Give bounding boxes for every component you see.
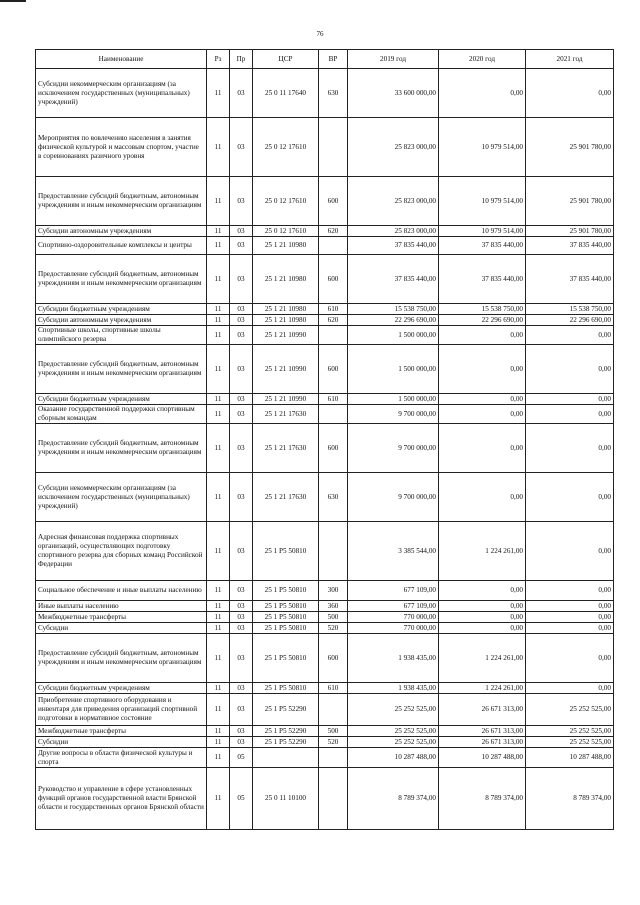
cell-target-item: 25 1 P5 52290 xyxy=(253,694,319,726)
table-row xyxy=(36,768,614,830)
cell-section: 11 xyxy=(207,345,230,394)
cell-2020: 0,00 xyxy=(439,394,526,405)
table-row xyxy=(36,326,614,345)
table-row xyxy=(36,634,614,683)
cell-expense-type: 630 xyxy=(319,473,348,522)
table-row xyxy=(36,345,614,394)
table-row xyxy=(36,726,614,737)
cell-subsection: 03 xyxy=(230,255,253,304)
cell-subsection: 03 xyxy=(230,326,253,345)
cell-2021: 0,00 xyxy=(526,601,614,612)
cell-target-item: 25 1 P5 50810 xyxy=(253,612,319,623)
cell-2021: 25 252 525,00 xyxy=(526,726,614,737)
cell-expense-type: 600 xyxy=(319,255,348,304)
cell-2021: 0,00 xyxy=(526,326,614,345)
cell-2019: 1 938 435,00 xyxy=(348,634,439,683)
cell-section: 11 xyxy=(207,612,230,623)
cell-name: Субсидии автономным учреждениям xyxy=(36,226,207,237)
cell-name: Субсидии бюджетным учреждениям xyxy=(36,683,207,694)
cell-2021: 15 538 750,00 xyxy=(526,304,614,315)
cell-2020: 1 224 261,00 xyxy=(439,522,526,581)
cell-name: Предоставление субсидий бюджетным, автономным учреждениям и иным некоммерческим организациям xyxy=(36,424,207,473)
cell-2019: 37 835 440,00 xyxy=(348,237,439,255)
cell-2020: 0,00 xyxy=(439,473,526,522)
cell-2021: 0,00 xyxy=(526,581,614,601)
cell-2020: 0,00 xyxy=(439,345,526,394)
cell-name: Субсидии xyxy=(36,737,207,748)
cell-2020: 0,00 xyxy=(439,424,526,473)
cell-expense-type xyxy=(319,237,348,255)
cell-target-item: 25 0 12 17610 xyxy=(253,226,319,237)
cell-target-item: 25 1 P5 50810 xyxy=(253,601,319,612)
cell-expense-type: 600 xyxy=(319,424,348,473)
cell-name: Спортивно-оздоровительные комплексы и центры xyxy=(36,237,207,255)
cell-target-item: 25 1 21 17630 xyxy=(253,424,319,473)
cell-expense-type: 620 xyxy=(319,315,348,326)
cell-name: Межбюджетные трансферты xyxy=(36,612,207,623)
cell-section: 11 xyxy=(207,601,230,612)
table-row xyxy=(36,748,614,768)
cell-subsection: 03 xyxy=(230,581,253,601)
cell-2020: 0,00 xyxy=(439,612,526,623)
cell-name: Мероприятия по вовлечению населения в занятия физической культурой и массовым спортом, участие в соревнованиях разичного уровня xyxy=(36,118,207,177)
cell-2019: 10 287 488,00 xyxy=(348,748,439,768)
cell-name: Субсидии xyxy=(36,623,207,634)
cell-target-item: 25 1 21 10990 xyxy=(253,394,319,405)
cell-name: Субсидии автономным учреждениям xyxy=(36,315,207,326)
table-row xyxy=(36,473,614,522)
cell-name: Адресная финансовая поддержка спортивных организаций, осуществляющих подготовку спортивного резерва для сборных команд Российской Федерации xyxy=(36,522,207,581)
cell-target-item: 25 1 21 17630 xyxy=(253,473,319,522)
cell-target-item xyxy=(253,748,319,768)
table-row xyxy=(36,394,614,405)
cell-2021: 8 789 374,00 xyxy=(526,768,614,830)
cell-section: 11 xyxy=(207,304,230,315)
cell-2021: 0,00 xyxy=(526,394,614,405)
cell-target-item: 25 1 21 10980 xyxy=(253,315,319,326)
cell-2021: 0,00 xyxy=(526,683,614,694)
cell-2021: 0,00 xyxy=(526,612,614,623)
cell-name: Спортивные школы, спортивные школы олимпийского резерва xyxy=(36,326,207,345)
cell-2020: 37 835 440,00 xyxy=(439,237,526,255)
cell-subsection: 03 xyxy=(230,737,253,748)
cell-section: 11 xyxy=(207,237,230,255)
page-number: 76 xyxy=(316,30,324,38)
cell-subsection: 03 xyxy=(230,315,253,326)
cell-subsection: 03 xyxy=(230,237,253,255)
cell-2020: 0,00 xyxy=(439,601,526,612)
cell-target-item: 25 1 P5 50810 xyxy=(253,623,319,634)
cell-subsection: 03 xyxy=(230,177,253,226)
cell-section: 11 xyxy=(207,226,230,237)
cell-2019: 677 109,00 xyxy=(348,581,439,601)
cell-section: 11 xyxy=(207,315,230,326)
cell-section: 11 xyxy=(207,634,230,683)
cell-subsection: 03 xyxy=(230,473,253,522)
header-year-2019: 2019 год xyxy=(348,50,439,69)
cell-section: 11 xyxy=(207,424,230,473)
cell-target-item: 25 0 11 10100 xyxy=(253,768,319,830)
cell-target-item: 25 1 P5 50810 xyxy=(253,634,319,683)
cell-expense-type: 630 xyxy=(319,69,348,118)
cell-expense-type: 600 xyxy=(319,177,348,226)
cell-2019: 9 700 000,00 xyxy=(348,473,439,522)
cell-2019: 3 385 544,00 xyxy=(348,522,439,581)
cell-2020: 37 835 440,00 xyxy=(439,255,526,304)
cell-section: 11 xyxy=(207,683,230,694)
table-row xyxy=(36,315,614,326)
cell-subsection: 03 xyxy=(230,69,253,118)
cell-expense-type: 500 xyxy=(319,726,348,737)
cell-subsection: 03 xyxy=(230,726,253,737)
cell-expense-type: 520 xyxy=(319,737,348,748)
cell-target-item: 25 1 P5 50810 xyxy=(253,581,319,601)
cell-2020: 0,00 xyxy=(439,581,526,601)
cell-2020: 26 671 313,00 xyxy=(439,737,526,748)
cell-expense-type: 300 xyxy=(319,581,348,601)
cell-2020: 1 224 261,00 xyxy=(439,683,526,694)
cell-2020: 0,00 xyxy=(439,326,526,345)
cell-target-item: 25 0 11 17640 xyxy=(253,69,319,118)
cell-section: 11 xyxy=(207,748,230,768)
cell-2019: 25 252 525,00 xyxy=(348,737,439,748)
cell-expense-type xyxy=(319,326,348,345)
cell-2021: 25 252 525,00 xyxy=(526,694,614,726)
cell-subsection: 03 xyxy=(230,345,253,394)
cell-section: 11 xyxy=(207,522,230,581)
cell-2020: 1 224 261,00 xyxy=(439,634,526,683)
cell-2019: 25 252 525,00 xyxy=(348,726,439,737)
cell-expense-type xyxy=(319,522,348,581)
cell-2021: 37 835 440,00 xyxy=(526,237,614,255)
cell-2020: 0,00 xyxy=(439,69,526,118)
cell-subsection: 03 xyxy=(230,522,253,581)
cell-section: 11 xyxy=(207,405,230,424)
cell-2020: 15 538 750,00 xyxy=(439,304,526,315)
cell-2021: 0,00 xyxy=(526,345,614,394)
cell-expense-type xyxy=(319,768,348,830)
header-target-item: ЦСР xyxy=(253,50,319,69)
cell-2020: 10 979 514,00 xyxy=(439,226,526,237)
cell-expense-type: 610 xyxy=(319,683,348,694)
cell-2021: 0,00 xyxy=(526,69,614,118)
cell-subsection: 05 xyxy=(230,768,253,830)
cell-section: 11 xyxy=(207,581,230,601)
cell-2020: 10 979 514,00 xyxy=(439,177,526,226)
cell-target-item: 25 1 21 10980 xyxy=(253,255,319,304)
cell-section: 11 xyxy=(207,326,230,345)
cell-expense-type: 610 xyxy=(319,394,348,405)
cell-section: 11 xyxy=(207,726,230,737)
cell-target-item: 25 0 12 17610 xyxy=(253,177,319,226)
cell-name: Субсидии бюджетным учреждениям xyxy=(36,394,207,405)
cell-name: Другие вопросы в области физической культуры и спорта xyxy=(36,748,207,768)
cell-target-item: 25 1 P5 52290 xyxy=(253,726,319,737)
cell-name: Субсидии некоммерческим организациям (за исключением государственных (муниципальных) учреждений) xyxy=(36,473,207,522)
cell-name: Иные выплаты населению xyxy=(36,601,207,612)
table-row xyxy=(36,69,614,118)
cell-name: Субсидии бюджетным учреждениям xyxy=(36,304,207,315)
cell-subsection: 03 xyxy=(230,304,253,315)
cell-2019: 25 252 525,00 xyxy=(348,694,439,726)
cell-subsection: 03 xyxy=(230,634,253,683)
cell-section: 11 xyxy=(207,394,230,405)
cell-section: 11 xyxy=(207,737,230,748)
table-row xyxy=(36,601,614,612)
table-row xyxy=(36,694,614,726)
cell-subsection: 03 xyxy=(230,405,253,424)
cell-target-item: 25 1 21 10990 xyxy=(253,326,319,345)
cell-name: Предоставление субсидий бюджетным, автономным учреждениям и иным некоммерческим организациям xyxy=(36,255,207,304)
cell-2020: 26 671 313,00 xyxy=(439,726,526,737)
cell-target-item: 25 1 21 10980 xyxy=(253,304,319,315)
cell-target-item: 25 1 21 10990 xyxy=(253,345,319,394)
cell-2021: 0,00 xyxy=(526,473,614,522)
cell-2020: 10 287 488,00 xyxy=(439,748,526,768)
table-row xyxy=(36,522,614,581)
cell-expense-type: 360 xyxy=(319,601,348,612)
cell-name: Оказание государственной поддержки спортивным сборным командам xyxy=(36,405,207,424)
header-expense-type: ВР xyxy=(319,50,348,69)
cell-name: Субсидии некоммерческим организациям (за исключением государственных (муниципальных) учреждений) xyxy=(36,69,207,118)
table-row xyxy=(36,581,614,601)
cell-2019: 22 296 690,00 xyxy=(348,315,439,326)
cell-section: 11 xyxy=(207,69,230,118)
cell-target-item: 25 1 21 10980 xyxy=(253,237,319,255)
cell-expense-type xyxy=(319,748,348,768)
cell-2019: 1 938 435,00 xyxy=(348,683,439,694)
cell-2019: 1 500 000,00 xyxy=(348,394,439,405)
cell-subsection: 03 xyxy=(230,118,253,177)
cell-expense-type xyxy=(319,405,348,424)
cell-2019: 33 600 000,00 xyxy=(348,69,439,118)
cell-subsection: 03 xyxy=(230,623,253,634)
cell-target-item: 25 1 P5 50810 xyxy=(253,683,319,694)
cell-subsection: 03 xyxy=(230,226,253,237)
cell-2019: 15 538 750,00 xyxy=(348,304,439,315)
cell-section: 11 xyxy=(207,255,230,304)
cell-2019: 25 823 000,00 xyxy=(348,226,439,237)
cell-expense-type: 500 xyxy=(319,612,348,623)
cell-2020: 0,00 xyxy=(439,405,526,424)
cell-2019: 25 823 000,00 xyxy=(348,118,439,177)
table-row xyxy=(36,118,614,177)
cell-name: Руководство и управление в сфере установленных функций органов государственной власти Брянской области и государственных органов Брянской области xyxy=(36,768,207,830)
cell-section: 11 xyxy=(207,694,230,726)
cell-subsection: 03 xyxy=(230,394,253,405)
cell-expense-type: 610 xyxy=(319,304,348,315)
cell-name: Приобретение спортивного оборудования и инвентаря для приведения организаций спортивной подготовки в нормативное состояние xyxy=(36,694,207,726)
header-year-2021: 2021 год xyxy=(526,50,614,69)
budget-table xyxy=(35,49,614,830)
table-row xyxy=(36,737,614,748)
cell-2021: 10 287 488,00 xyxy=(526,748,614,768)
cell-name: Межбюджетные трансферты xyxy=(36,726,207,737)
cell-2021: 0,00 xyxy=(526,623,614,634)
cell-2021: 22 296 690,00 xyxy=(526,315,614,326)
cell-subsection: 03 xyxy=(230,694,253,726)
header-name: Наименование xyxy=(36,50,207,69)
cell-section: 11 xyxy=(207,177,230,226)
table-row xyxy=(36,177,614,226)
cell-2019: 677 109,00 xyxy=(348,601,439,612)
cell-2021: 25 901 780,00 xyxy=(526,118,614,177)
table-row xyxy=(36,623,614,634)
cell-2019: 37 835 440,00 xyxy=(348,255,439,304)
cell-2020: 10 979 514,00 xyxy=(439,118,526,177)
cell-subsection: 03 xyxy=(230,424,253,473)
cell-section: 11 xyxy=(207,623,230,634)
cell-expense-type: 520 xyxy=(319,623,348,634)
header-year-2020: 2020 год xyxy=(439,50,526,69)
cell-2020: 0,00 xyxy=(439,623,526,634)
cell-2019: 9 700 000,00 xyxy=(348,424,439,473)
cell-subsection: 03 xyxy=(230,612,253,623)
cell-2019: 770 000,00 xyxy=(348,612,439,623)
table-row xyxy=(36,612,614,623)
cell-2021: 0,00 xyxy=(526,634,614,683)
scan-corner-mark xyxy=(0,0,26,2)
cell-section: 11 xyxy=(207,768,230,830)
table-header-row xyxy=(36,50,614,69)
cell-2020: 26 671 313,00 xyxy=(439,694,526,726)
cell-2019: 1 500 000,00 xyxy=(348,345,439,394)
cell-2019: 8 789 374,00 xyxy=(348,768,439,830)
cell-section: 11 xyxy=(207,473,230,522)
table-row xyxy=(36,405,614,424)
cell-2021: 0,00 xyxy=(526,405,614,424)
table-body xyxy=(36,69,614,830)
header-section: Рз xyxy=(207,50,230,69)
cell-section: 11 xyxy=(207,118,230,177)
cell-expense-type xyxy=(319,118,348,177)
cell-2019: 770 000,00 xyxy=(348,623,439,634)
table-row xyxy=(36,304,614,315)
cell-name: Социальное обеспечение и иные выплаты населению xyxy=(36,581,207,601)
cell-2020: 22 296 690,00 xyxy=(439,315,526,326)
cell-target-item: 25 1 P5 50810 xyxy=(253,522,319,581)
cell-2021: 25 901 780,00 xyxy=(526,226,614,237)
table-row xyxy=(36,424,614,473)
table-row xyxy=(36,683,614,694)
cell-2021: 37 835 440,00 xyxy=(526,255,614,304)
cell-2020: 8 789 374,00 xyxy=(439,768,526,830)
header-subsection: Пр xyxy=(230,50,253,69)
cell-name: Предоставление субсидий бюджетным, автономным учреждениям и иным некоммерческим организациям xyxy=(36,345,207,394)
cell-2021: 25 901 780,00 xyxy=(526,177,614,226)
cell-expense-type: 600 xyxy=(319,634,348,683)
cell-2019: 25 823 000,00 xyxy=(348,177,439,226)
table-row xyxy=(36,226,614,237)
cell-subsection: 05 xyxy=(230,748,253,768)
cell-2019: 1 500 000,00 xyxy=(348,326,439,345)
cell-expense-type xyxy=(319,694,348,726)
cell-2019: 9 700 000,00 xyxy=(348,405,439,424)
cell-2021: 0,00 xyxy=(526,522,614,581)
cell-name: Предоставление субсидий бюджетным, автономным учреждениям и иным некоммерческим организациям xyxy=(36,177,207,226)
cell-expense-type: 620 xyxy=(319,226,348,237)
cell-subsection: 03 xyxy=(230,683,253,694)
cell-expense-type: 600 xyxy=(319,345,348,394)
cell-target-item: 25 1 21 17630 xyxy=(253,405,319,424)
cell-target-item: 25 1 P5 52290 xyxy=(253,737,319,748)
cell-subsection: 03 xyxy=(230,601,253,612)
cell-name: Предоставление субсидий бюджетным, автономным учреждениям и иным некоммерческим организациям xyxy=(36,634,207,683)
table-row xyxy=(36,237,614,255)
cell-2021: 25 252 525,00 xyxy=(526,737,614,748)
table-row xyxy=(36,255,614,304)
cell-target-item: 25 0 12 17610 xyxy=(253,118,319,177)
cell-2021: 0,00 xyxy=(526,424,614,473)
